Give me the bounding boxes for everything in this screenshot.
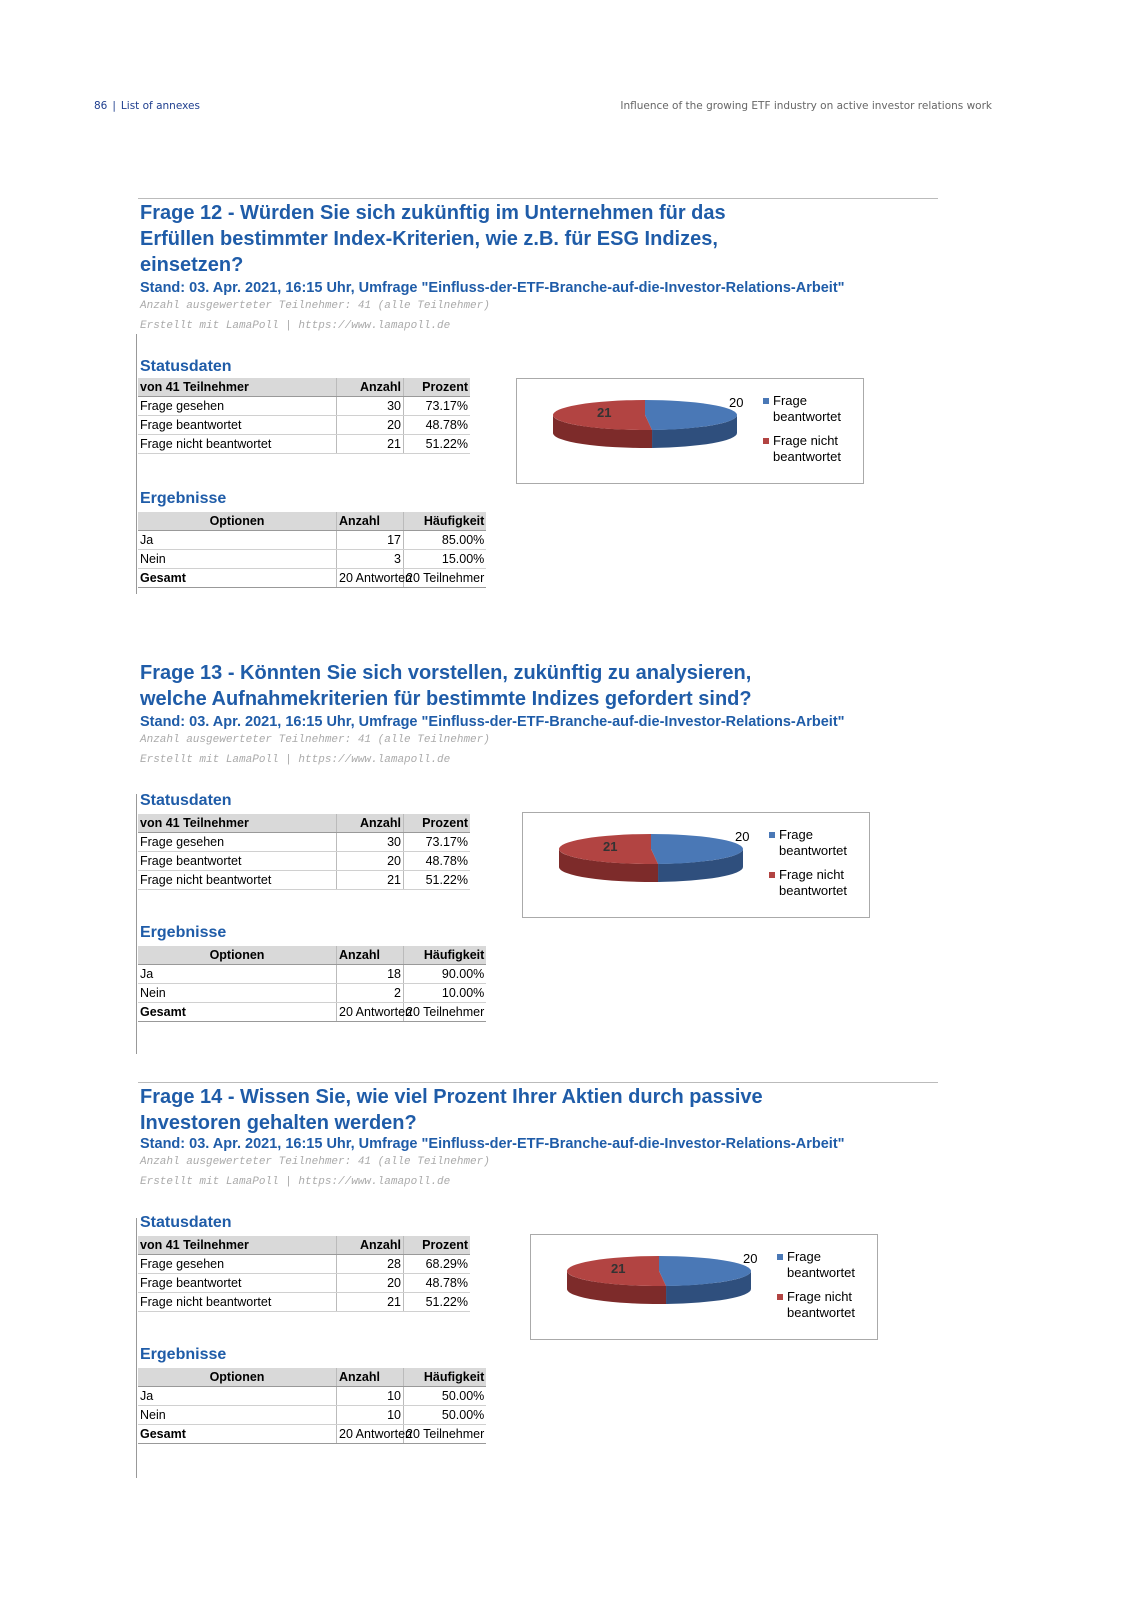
header-left [94, 100, 200, 112]
results-cell: Ja [138, 1387, 337, 1406]
results-cell: Nein [138, 1406, 337, 1425]
results-row [138, 531, 486, 550]
results-header-cell: Optionen [138, 1368, 337, 1387]
legend-swatch [769, 832, 775, 838]
results-label: Ergebnisse [140, 490, 227, 507]
total-participants: 20 Teilnehmer [404, 1425, 487, 1444]
results-cell: 85.00% [404, 531, 487, 550]
status-label: Statusdaten [140, 358, 232, 375]
results-cell: 10 [337, 1387, 404, 1406]
status-cell: 20 [337, 1274, 404, 1293]
results-header-cell: Anzahl [337, 946, 404, 965]
results-header-row [138, 1368, 486, 1387]
results-header-cell: Anzahl [337, 1368, 404, 1387]
status-cell: 51.22% [404, 435, 471, 454]
data-label-answered: 20 [729, 395, 744, 410]
status-cell: Frage gesehen [138, 833, 337, 852]
status-row [138, 416, 470, 435]
total-answers: 20 Antworten [339, 1427, 412, 1441]
status-header-row [138, 814, 470, 833]
status-cell: Frage beantwortet [138, 852, 337, 871]
results-cell: Nein [138, 550, 337, 569]
question-title: Frage 12 - Würden Sie sich zukünftig im Unternehmen für das Erfüllen bestimmter Index-Kriterien, wie z.B. für ESG Indizes, einsetzen? [140, 202, 726, 276]
question-title: Frage 13 - Könnten Sie sich vorstellen, zukünftig zu analysieren, welche Aufnahmekriterien für bestimmte Indizes gefordert sind? [140, 662, 752, 710]
data-label-not-answered: 21 [611, 1261, 626, 1276]
status-cell: 30 [337, 397, 404, 416]
status-row [138, 833, 470, 852]
participants-meta: Anzahl ausgewerteter Teilnehmer: 41 (alle Teilnehmer) [140, 300, 490, 312]
results-cell: Nein [138, 984, 337, 1003]
status-header-cell: Prozent [404, 378, 471, 397]
total-answers: 20 Antworten [339, 571, 412, 585]
status-header-cell: von 41 Teilnehmer [138, 1236, 337, 1255]
left-rule [136, 794, 137, 1054]
results-cell: 50.00% [404, 1387, 487, 1406]
total-answers: 20 Antworten [339, 1005, 412, 1019]
status-cell: Frage nicht beantwortet [138, 1293, 337, 1312]
top-rule [138, 198, 938, 199]
status-cell: 21 [337, 1293, 404, 1312]
legend-label: Frage nicht beantwortet [787, 1289, 855, 1320]
status-label: Statusdaten [140, 792, 232, 809]
chart-legend [777, 1249, 871, 1329]
pie-svg [523, 813, 763, 917]
status-cell: 21 [337, 435, 404, 454]
results-header-cell: Anzahl [337, 512, 404, 531]
legend-label: Frage nicht beantwortet [773, 433, 841, 464]
status-cell: 48.78% [404, 852, 471, 871]
results-cell: 17 [337, 531, 404, 550]
question-block-14 [138, 1082, 938, 1462]
results-row [138, 984, 486, 1003]
status-cell: Frage gesehen [138, 1255, 337, 1274]
results-cell: 18 [337, 965, 404, 984]
running-title: Influence of the growing ETF industry on active investor relations work [620, 100, 992, 112]
results-total-row [138, 1003, 486, 1022]
status-cell: 21 [337, 871, 404, 890]
data-label-not-answered: 21 [597, 405, 612, 420]
legend-swatch [777, 1254, 783, 1260]
status-cell: 68.29% [404, 1255, 471, 1274]
results-cell: 3 [337, 550, 404, 569]
results-table [138, 512, 486, 588]
top-rule [138, 1082, 938, 1083]
total-participants: 20 Teilnehmer [404, 1003, 487, 1022]
status-label: Statusdaten [140, 1214, 232, 1231]
page-number: 86 [94, 100, 108, 112]
results-cell: 2 [337, 984, 404, 1003]
status-cell: 51.22% [404, 1293, 471, 1312]
legend-item [763, 393, 857, 425]
legend-item [769, 867, 863, 899]
question-block-12 [138, 198, 938, 598]
results-cell: Ja [138, 965, 337, 984]
status-cell: 20 [337, 852, 404, 871]
results-header-row [138, 946, 486, 965]
legend-label: Frage beantwortet [779, 827, 847, 858]
data-label-answered: 20 [735, 829, 750, 844]
total-answers-cell [337, 1003, 412, 1022]
total-label: Gesamt [138, 569, 337, 588]
legend-item [763, 433, 857, 465]
chart-legend [769, 827, 863, 907]
question-block-13 [138, 658, 938, 1028]
results-row [138, 1406, 486, 1425]
results-cell: 10.00% [404, 984, 487, 1003]
results-header-cell: Häufigkeit [404, 946, 487, 965]
section-name: List of annexes [120, 100, 200, 112]
status-row [138, 852, 470, 871]
legend-item [777, 1249, 871, 1281]
status-header-cell: Prozent [404, 1236, 471, 1255]
results-header-cell: Häufigkeit [404, 512, 487, 531]
status-row [138, 1274, 470, 1293]
status-row [138, 1293, 470, 1312]
results-header-cell: Optionen [138, 512, 337, 531]
status-header-cell: Anzahl [337, 378, 404, 397]
status-cell: Frage beantwortet [138, 416, 337, 435]
status-cell: Frage gesehen [138, 397, 337, 416]
participants-meta: Anzahl ausgewerteter Teilnehmer: 41 (alle Teilnehmer) [140, 734, 490, 746]
total-label: Gesamt [138, 1003, 337, 1022]
header-separator: | [112, 100, 116, 112]
results-total-row [138, 569, 486, 588]
created-with-meta: Erstellt mit LamaPoll | https://www.lamapoll.de [140, 754, 451, 766]
status-cell: 28 [337, 1255, 404, 1274]
status-header-row [138, 1236, 470, 1255]
status-cell: 73.17% [404, 833, 471, 852]
total-answers-cell [337, 1425, 412, 1444]
results-cell: 90.00% [404, 965, 487, 984]
status-cell: Frage nicht beantwortet [138, 435, 337, 454]
status-cell: 20 [337, 416, 404, 435]
survey-stand: Stand: 03. Apr. 2021, 16:15 Uhr, Umfrage "Einfluss-der-ETF-Branche-auf-die-Investor-Relations-Arbeit" [140, 714, 845, 730]
status-row [138, 435, 470, 454]
legend-swatch [763, 438, 769, 444]
legend-swatch [763, 398, 769, 404]
status-header-cell: Prozent [404, 814, 471, 833]
created-with-meta: Erstellt mit LamaPoll | https://www.lamapoll.de [140, 1176, 451, 1188]
legend-item [769, 827, 863, 859]
status-header-cell: von 41 Teilnehmer [138, 814, 337, 833]
survey-stand: Stand: 03. Apr. 2021, 16:15 Uhr, Umfrage "Einfluss-der-ETF-Branche-auf-die-Investor-Relations-Arbeit" [140, 1136, 845, 1152]
status-table [138, 814, 470, 890]
results-header-cell: Häufigkeit [404, 1368, 487, 1387]
results-label: Ergebnisse [140, 1346, 227, 1363]
pie-chart [522, 812, 870, 918]
status-cell: 48.78% [404, 1274, 471, 1293]
total-answers-cell [337, 569, 412, 588]
results-header-cell: Optionen [138, 946, 337, 965]
page-header [94, 100, 992, 116]
results-row [138, 550, 486, 569]
results-cell: Ja [138, 531, 337, 550]
legend-label: Frage beantwortet [787, 1249, 855, 1280]
total-label: Gesamt [138, 1425, 337, 1444]
results-row [138, 1387, 486, 1406]
legend-swatch [777, 1294, 783, 1300]
results-cell: 50.00% [404, 1406, 487, 1425]
pie-svg [517, 379, 757, 483]
status-table [138, 378, 470, 454]
question-title: Frage 14 - Wissen Sie, wie viel Prozent Ihrer Aktien durch passive Investoren gehalten werden? [140, 1086, 763, 1134]
results-cell: 15.00% [404, 550, 487, 569]
chart-legend [763, 393, 857, 473]
left-rule [136, 1218, 137, 1478]
status-header-cell: von 41 Teilnehmer [138, 378, 337, 397]
left-rule [136, 334, 137, 594]
results-header-row [138, 512, 486, 531]
survey-stand: Stand: 03. Apr. 2021, 16:15 Uhr, Umfrage "Einfluss-der-ETF-Branche-auf-die-Investor-Relations-Arbeit" [140, 280, 845, 296]
status-cell: 30 [337, 833, 404, 852]
status-cell: 48.78% [404, 416, 471, 435]
results-table [138, 946, 486, 1022]
status-row [138, 871, 470, 890]
results-row [138, 965, 486, 984]
results-label: Ergebnisse [140, 924, 227, 941]
pie-chart [516, 378, 864, 484]
status-table [138, 1236, 470, 1312]
status-header-row [138, 378, 470, 397]
created-with-meta: Erstellt mit LamaPoll | https://www.lamapoll.de [140, 320, 451, 332]
status-header-cell: Anzahl [337, 814, 404, 833]
legend-swatch [769, 872, 775, 878]
status-cell: Frage nicht beantwortet [138, 871, 337, 890]
legend-label: Frage nicht beantwortet [779, 867, 847, 898]
status-header-cell: Anzahl [337, 1236, 404, 1255]
results-table [138, 1368, 486, 1444]
legend-item [777, 1289, 871, 1321]
status-cell: Frage beantwortet [138, 1274, 337, 1293]
pie-chart [530, 1234, 878, 1340]
status-cell: 51.22% [404, 871, 471, 890]
pie-svg [531, 1235, 771, 1339]
status-cell: 73.17% [404, 397, 471, 416]
data-label-not-answered: 21 [603, 839, 618, 854]
status-row [138, 1255, 470, 1274]
data-label-answered: 20 [743, 1251, 758, 1266]
total-participants: 20 Teilnehmer [404, 569, 487, 588]
results-cell: 10 [337, 1406, 404, 1425]
participants-meta: Anzahl ausgewerteter Teilnehmer: 41 (alle Teilnehmer) [140, 1156, 490, 1168]
status-row [138, 397, 470, 416]
legend-label: Frage beantwortet [773, 393, 841, 424]
results-total-row [138, 1425, 486, 1444]
